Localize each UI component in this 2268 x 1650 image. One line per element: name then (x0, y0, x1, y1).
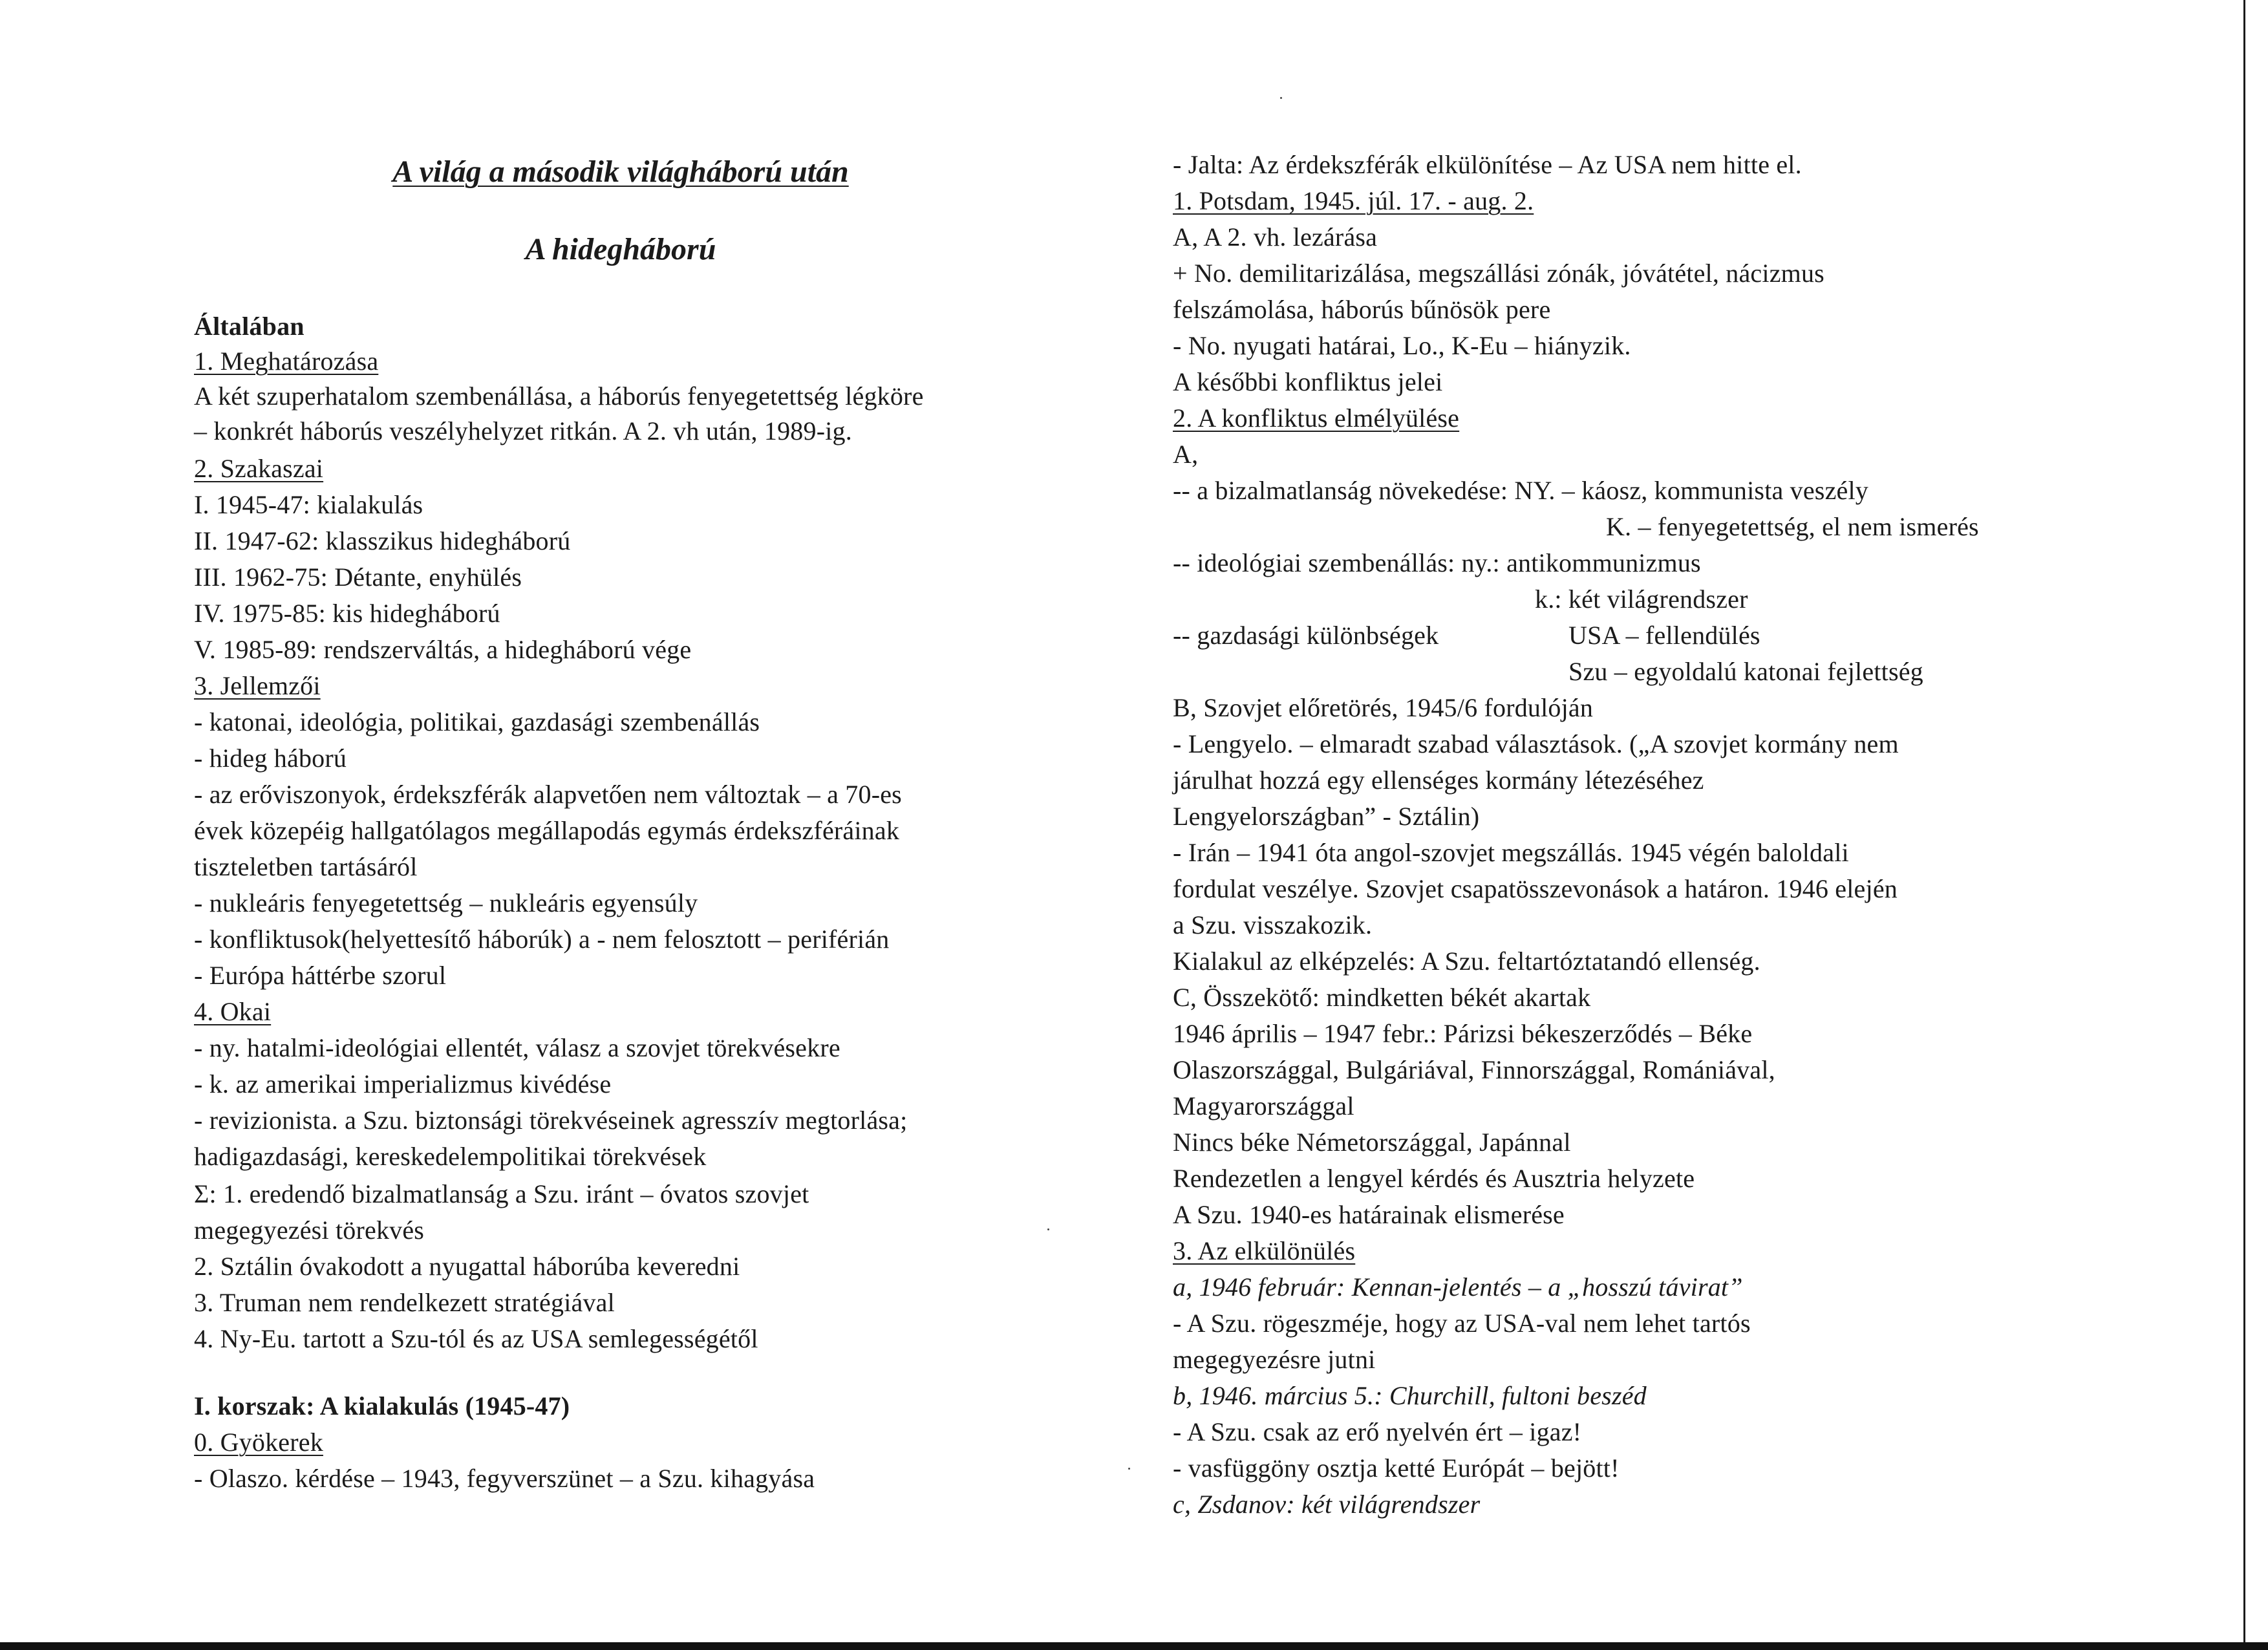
text-line: b, 1946. március 5.: Churchill, fultoni beszéd (1173, 1381, 1647, 1410)
text-line: III. 1962-75: Détante, enyhülés (194, 562, 522, 592)
text-line: V. 1985-89: rendszerváltás, a hidegháború vége (194, 635, 692, 664)
text-line: II. 1947-62: klasszikus hidegháború (194, 526, 571, 555)
text-line: - ny. hatalmi-ideológiai ellentét, válasz a szovjet törekvésekre (194, 1033, 840, 1062)
text-line: K. – fenyegetettség, el nem ismerés (1606, 512, 1979, 541)
section-heading-altalaban: Általában (194, 312, 305, 341)
text-line: - Lengyelo. – elmaradt szabad választások. („A szovjet kormány nem (1173, 729, 1899, 758)
subheading-gyokerek: 0. Gyökerek (194, 1428, 323, 1457)
text-line: - Irán – 1941 óta angol-szovjet megszállás. 1945 végén baloldali (1173, 838, 1849, 867)
text-line: k.: két világrendszer (1535, 584, 1748, 614)
text-line: - k. az amerikai imperializmus kivédése (194, 1069, 612, 1098)
text-line: fordulat veszélye. Szovjet csapatösszevonások a határon. 1946 elején (1173, 874, 1898, 903)
subheading-jellemzoi: 3. Jellemzői (194, 671, 321, 700)
text-line: - katonai, ideológia, politikai, gazdasági szembenállás (194, 707, 760, 736)
text-line: - az erőviszonyok, érdekszférák alapvetően nem változtak – a 70-es (194, 780, 902, 809)
text-line: megegyezésre jutni (1173, 1345, 1376, 1374)
text-line: A későbbi konfliktus jelei (1173, 367, 1443, 396)
text-line: Szu – egyoldalú katonai fejlettség (1568, 657, 1923, 686)
text-line: A Szu. 1940-es határainak elismerése (1173, 1200, 1565, 1229)
subheading-meghatarozasa: 1. Meghatározása (194, 347, 379, 376)
section-heading-korszak: I. korszak: A kialakulás (1945-47) (194, 1391, 570, 1420)
text-line: - Olaszo. kérdése – 1943, fegyverszünet – a Szu. kihagyása (194, 1464, 815, 1493)
text-line: Σ: 1. eredendő bizalmatlanság a Szu. iránt – óvatos szovjet (194, 1179, 809, 1208)
text-line: - Európa háttérbe szorul (194, 961, 447, 990)
text-line: + No. demilitarizálása, megszállási zónák, jóvátétel, nácizmus (1173, 259, 1824, 288)
subheading-szakaszai: 2. Szakaszai (194, 454, 324, 483)
page-subtitle: A hidegháború (525, 232, 716, 266)
text-line: évek közepéig hallgatólagos megállapodás egymás érdekszféráinak (194, 816, 900, 845)
text-line: Rendezetlen a lengyel kérdés és Ausztria helyzete (1173, 1164, 1695, 1193)
text-line: a Szu. visszakozik. (1173, 910, 1373, 939)
text-line: - vasfüggöny osztja ketté Európát – bejött! (1173, 1453, 1620, 1483)
text-line: Kialakul az elképzelés: A Szu. feltartóztatandó ellenség. (1173, 947, 1760, 976)
subheading-potsdam: 1. Potsdam, 1945. júl. 17. - aug. 2. (1173, 186, 1534, 215)
text-line: 3. Truman nem rendelkezett stratégiával (194, 1288, 615, 1317)
text-line: felszámolása, háborús bűnösök pere (1173, 295, 1551, 324)
text-line: – konkrét háborús veszélyhelyzet ritkán. A 2. vh után, 1989-ig. (194, 416, 852, 445)
text-line: 2. Sztálin óvakodott a nyugattal háborúba keveredni (194, 1252, 740, 1281)
text-line: - No. nyugati határai, Lo., K-Eu – hiányzik. (1173, 331, 1631, 360)
text-line: - hideg háború (194, 744, 347, 773)
text-line: - nukleáris fenyegetettség – nukleáris egyensúly (194, 888, 698, 917)
text-line: a, 1946 február: Kennan-jelentés – a „hosszú távirat” (1173, 1272, 1743, 1302)
scan-edge-right (2243, 0, 2245, 1650)
text-line: - revizionista. a Szu. biztonsági törekvéseinek agresszív megtorlása; (194, 1106, 908, 1135)
text-line: A, A 2. vh. lezárása (1173, 222, 1378, 252)
text-line: - A Szu. rögeszméje, hogy az USA-val nem lehet tartós (1173, 1309, 1751, 1338)
right-column (1134, 0, 2268, 1650)
text-line: -- ideológiai szembenállás: ny.: antikommunizmus (1173, 548, 1701, 577)
text-line: Lengyelországban” - Sztálin) (1173, 802, 1480, 831)
text-line: 1946 április – 1947 febr.: Párizsi békeszerződés – Béke (1173, 1019, 1753, 1048)
text-line: I. 1945-47: kialakulás (194, 490, 423, 519)
text-line: c, Zsdanov: két világrendszer (1173, 1490, 1481, 1519)
scan-edge-bottom (0, 1642, 2268, 1650)
text-line: - Jalta: Az érdekszférák elkülönítése – Az USA nem hitte el. (1173, 150, 1802, 179)
scan-speck (1128, 1468, 1130, 1470)
text-line: Nincs béke Németországgal, Japánnal (1173, 1128, 1571, 1157)
text-line: - A Szu. csak az erő nyelvén ért – igaz! (1173, 1417, 1582, 1446)
text-line: járulhat hozzá egy ellenséges kormány létezéséhez (1173, 766, 1704, 795)
text-line: USA – fellendülés (1568, 621, 1760, 650)
text-line: megegyezési törekvés (194, 1216, 425, 1245)
text-line: Olaszországgal, Bulgáriával, Finnországgal, Romániával, (1173, 1055, 1775, 1084)
text-line: - konfliktusok(helyettesítő háborúk) a - nem felosztott – periférián (194, 925, 890, 954)
text-line: C, Összekötő: mindketten békét akartak (1173, 983, 1591, 1012)
subheading-okai: 4. Okai (194, 997, 272, 1026)
text-line: 4. Ny-Eu. tartott a Szu-tól és az USA semlegességétől (194, 1324, 758, 1353)
text-line: -- a bizalmatlanság növekedése: NY. – káosz, kommunista veszély (1173, 476, 1868, 505)
text-line: tiszteletben tartásáról (194, 852, 418, 881)
text-line: -- gazdasági különbségek (1173, 621, 1439, 650)
text-line: Magyarországgal (1173, 1091, 1354, 1120)
scan-speck (1047, 1228, 1049, 1230)
page-title: A világ a második világháború után (392, 155, 849, 189)
text-line: B, Szovjet előretörés, 1945/6 fordulóján (1173, 693, 1594, 722)
text-line: A két szuperhatalom szembenállása, a háborús fenyegetettség légköre (194, 381, 924, 411)
subheading-elkulonules: 3. Az elkülönülés (1173, 1236, 1356, 1265)
text-line: A, (1173, 440, 1199, 469)
text-line: IV. 1975-85: kis hidegháború (194, 599, 500, 628)
subheading-konfliktus: 2. A konfliktus elmélyülése (1173, 403, 1460, 433)
scan-speck (1280, 97, 1282, 99)
text-line: hadigazdasági, kereskedelempolitikai törekvések (194, 1142, 707, 1171)
